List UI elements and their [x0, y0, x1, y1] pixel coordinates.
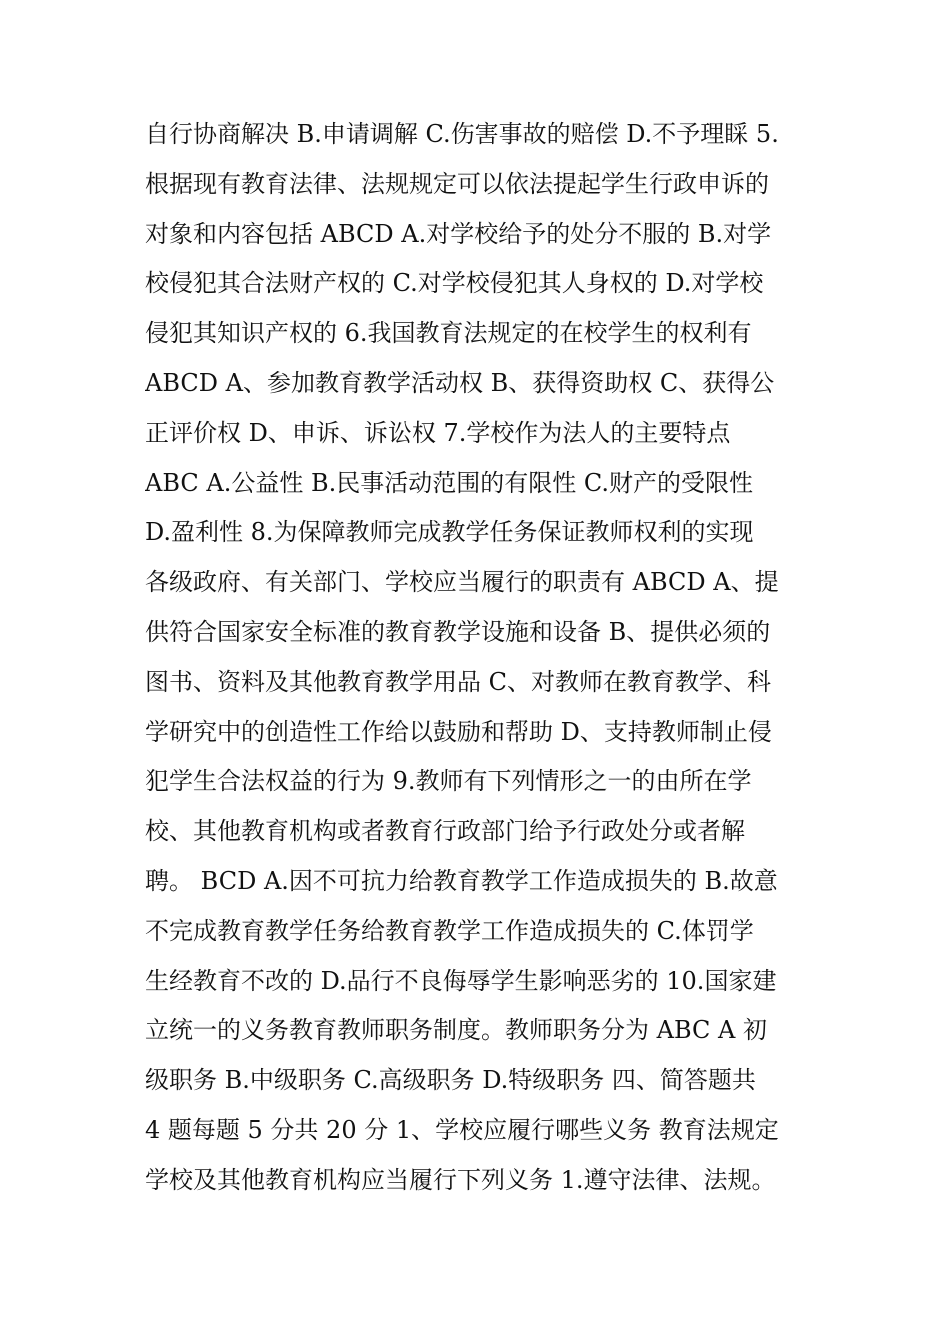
text-line: 各级政府、有关部门、学校应当履行的职责有 ABCD A、提: [145, 568, 779, 597]
text-line: 对象和内容包括 ABCD A.对学校给予的处分不服的 B.对学: [145, 219, 772, 248]
text-line: D.盈利性 8.为保障教师完成教学任务保证教师权利的实现: [145, 518, 754, 547]
text-line: 不完成教育教学任务给教育教学工作造成损失的 C.体罚学: [145, 916, 754, 945]
text-line: 聘。 BCD A.因不可抗力给教育教学工作造成损失的 B.故意: [145, 866, 778, 895]
text-line: 自行协商解决 B.申请调解 C.伤害事故的赔偿 D.不予理睬 5.: [145, 120, 779, 148]
text-line: 学校及其他教育机构应当履行下列义务 1.遵守法律、法规。: [145, 1165, 776, 1194]
text-line: 犯学生合法权益的行为 9.教师有下列情形之一的由所在学: [145, 767, 752, 796]
text-line: 生经教育不改的 D.品行不良侮辱学生影响恶劣的 10.国家建: [145, 966, 777, 995]
text-line: 图书、资料及其他教育教学用品 C、对教师在教育教学、科: [145, 667, 771, 696]
text-line: 4 题每题 5 分共 20 分 1、学校应履行哪些义务 教育法规定: [145, 1115, 779, 1144]
body-text: [145, 110, 825, 1206]
text-line: 正评价权 D、申诉、诉讼权 7.学校作为法人的主要特点: [145, 418, 731, 447]
text-line: 供符合国家安全标准的教育教学设施和设备 B、提供必须的: [145, 617, 771, 646]
text-line: 校、其他教育机构或者教育行政部门给予行政处分或者解: [145, 817, 745, 846]
text-line: 立统一的义务教育教师职务制度。教师职务分为 ABC A 初: [145, 1016, 767, 1045]
text-line: 校侵犯其合法财产权的 C.对学校侵犯其人身权的 D.对学校: [145, 269, 764, 298]
text-line: ABC A.公益性 B.民事活动范围的有限性 C.财产的受限性: [145, 468, 754, 497]
text-line: 侵犯其知识产权的 6.我国教育法规定的在校学生的权利有: [145, 319, 752, 348]
text-line: 级职务 B.中级职务 C.高级职务 D.特级职务 四、简答题共: [145, 1066, 756, 1095]
text-line: ABCD A、参加教育教学活动权 B、获得资助权 C、获得公: [145, 368, 775, 397]
text-line: 根据现有教育法律、法规规定可以依法提起学生行政申诉的: [145, 169, 769, 198]
text-line: 学研究中的创造性工作给以鼓励和帮助 D、支持教师制止侵: [145, 717, 772, 746]
